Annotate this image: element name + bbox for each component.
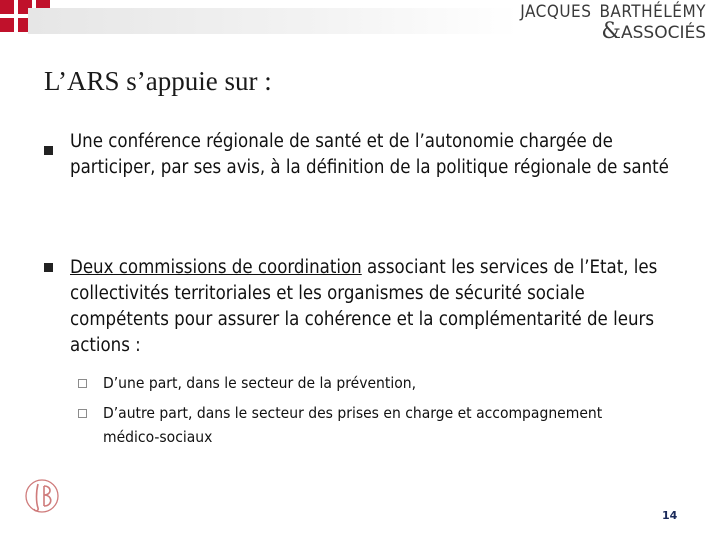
sub-bullet-1: D’une part, dans le secteur de la prévention, [103, 374, 417, 392]
bullet-text-2-rest: associant les services de l’Etat, les collectivités territoriales et les organismes de sécurité sociale compétents pour assurer la cohérence et la complémentarité de leurs actions : [70, 257, 658, 356]
header-bar [28, 8, 518, 34]
brand-logo [506, 2, 706, 42]
brand-name-last: BARTHÉLÉMY [599, 2, 706, 22]
hollow-square-bullet-icon [78, 409, 87, 418]
sub-bullet-2: D’autre part, dans le secteur des prises en charge et accompagnement médico-sociaux [103, 404, 603, 446]
monogram-logo-icon [22, 472, 62, 520]
underlined-phrase: Deux commissions de coordination [70, 257, 362, 278]
bullet-text-1: Une conférence régionale de santé et de l’autonomie chargée de participer, par ses avis, à la définition de la politique régionale de santé [70, 131, 669, 178]
hollow-square-bullet-icon [78, 379, 87, 388]
bullet-square-icon [44, 146, 53, 155]
page-number: 14 [662, 509, 678, 522]
brand-ampersand: & [601, 19, 621, 44]
bullet-text-2 [70, 255, 680, 359]
slide-title: L’ARS s’appuie sur : [44, 66, 272, 96]
bullet-square-icon [44, 263, 53, 272]
brand-associes: ASSOCIÉS [620, 23, 706, 43]
brand-name-first: JACQUES [520, 2, 592, 22]
